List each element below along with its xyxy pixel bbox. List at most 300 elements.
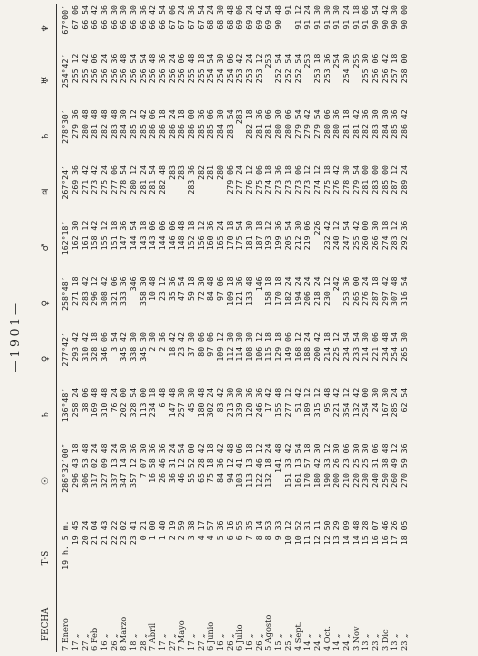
value-cell: 256 36 — [108, 53, 119, 84]
value-cell: 4 57 — [205, 520, 216, 541]
table-row — [168, 4, 178, 652]
value-cell: 6 16 — [224, 520, 235, 541]
value-cell: 3 38 — [186, 520, 197, 541]
value-cell: 256 48 — [147, 53, 158, 84]
value-cell: 214 18 — [321, 332, 332, 362]
value-cell: 113 13 18 — [244, 443, 255, 488]
value-cell: 253 24 — [244, 53, 255, 84]
value-cell: 144 06 — [157, 220, 168, 251]
value-cell: 285 00 — [379, 165, 390, 195]
value-cell: 280 06 — [321, 109, 332, 139]
value-cell: 147 36 — [118, 220, 129, 251]
value-cell: 109 18 — [224, 276, 235, 306]
value-cell: 149 06 — [282, 332, 293, 362]
value-cell: 277 24 — [234, 165, 245, 195]
date-cell: 27 „ — [195, 633, 206, 651]
value-cell: 287 12 — [389, 165, 400, 195]
value-cell: 95 48 — [321, 387, 332, 413]
value-cell: 274 18 — [263, 165, 274, 195]
value-cell: 271 42 — [79, 165, 90, 195]
value-cell: 66 30 — [128, 5, 139, 30]
value-cell: 296 43 18 — [70, 443, 81, 488]
value-cell: 16 58 36 — [147, 443, 158, 483]
value-cell: 280 36 — [331, 109, 342, 139]
value-cell: 156 12 — [195, 220, 206, 251]
value-cell: 286 18 — [157, 109, 168, 139]
value-cell: 66 42 — [89, 5, 100, 30]
value-cell: 199 36 — [273, 220, 284, 251]
value-cell: 315 12 — [311, 387, 322, 418]
value-cell: 213 30 — [224, 387, 235, 418]
value-cell: 283 48 — [108, 109, 119, 139]
value-cell: 167 30 — [379, 387, 390, 418]
value-cell: 141 48 — [273, 443, 284, 474]
value-cell: 277 12 — [282, 387, 293, 418]
value-cell: 285 36 — [389, 109, 400, 139]
table-row — [381, 4, 391, 652]
col-header-fecha: FECHA — [36, 597, 57, 652]
value-cell: 275 06 — [253, 165, 264, 195]
table-row — [226, 4, 236, 652]
table-row — [294, 4, 304, 652]
value-cell: 151 33 42 — [282, 443, 293, 488]
value-cell: 276 24 — [360, 276, 371, 306]
value-cell: 91 24 — [340, 5, 351, 30]
table-row — [139, 4, 149, 652]
date-cell: 14 „ — [331, 633, 342, 651]
table-row — [245, 4, 255, 652]
value-cell: 230 12 — [321, 276, 332, 306]
table-row — [129, 4, 139, 652]
value-cell: 66 36 — [99, 5, 110, 30]
value-cell: 327 09 48 — [99, 443, 110, 488]
table-row — [57, 4, 71, 652]
value-cell: 255 42 — [350, 220, 361, 251]
table-row — [206, 4, 216, 652]
value-cell: 16 07 — [369, 520, 380, 546]
value-cell: 254 — [331, 53, 342, 69]
date-cell: 23 „ — [369, 633, 380, 651]
date-cell: 4 Oct. — [321, 625, 332, 651]
table-row — [148, 4, 158, 652]
col-header-mars-symbol: ♂ — [36, 220, 57, 276]
value-cell: 162 30 — [70, 220, 81, 251]
value-cell: 51 42 — [292, 387, 303, 413]
value-cell: 257 30 — [176, 387, 187, 418]
value-cell: 247 54 — [340, 220, 351, 251]
table-row — [187, 4, 197, 652]
value-cell: 338 30 — [128, 332, 139, 362]
value-cell: 339 30 — [234, 387, 245, 418]
col-header-jupiter-symbol: ♃ — [36, 164, 57, 220]
value-cell: 14 48 — [350, 520, 361, 546]
value-cell: 253 36 — [321, 53, 332, 84]
value-cell: 230 25 30 — [360, 443, 371, 488]
value-cell: 69 54 — [263, 5, 274, 30]
value-cell: 66 42 — [147, 5, 158, 30]
table-row — [197, 4, 207, 652]
value-cell: 273 06 — [292, 165, 303, 195]
value-cell: 273 12 — [302, 165, 313, 195]
value-cell: 17 42 — [263, 387, 274, 413]
value-cell: 155 48 — [273, 387, 284, 418]
value-cell: 281 48 — [89, 109, 100, 139]
value-cell: 302 24 — [205, 387, 216, 418]
value-cell: 55 52 00 — [186, 443, 197, 483]
value-cell: 9 33 — [273, 520, 284, 541]
table-row — [371, 4, 381, 652]
value-cell: 194 24 — [292, 276, 303, 306]
value-cell: 253 36 — [340, 276, 351, 306]
date-cell: 23 „ — [398, 633, 409, 651]
value-cell: 273 36 — [273, 165, 284, 195]
value-cell: 266 30 — [369, 220, 380, 251]
date-cell: 26 „ — [253, 633, 264, 651]
date-cell: 14 „ — [302, 633, 313, 651]
value-cell: 65 28 42 — [195, 443, 206, 483]
value-cell: 280 — [215, 165, 226, 180]
value-cell: 67 54 — [195, 5, 206, 30]
value-cell: 256 24 — [99, 53, 110, 84]
value-cell: 148 48 — [176, 220, 187, 251]
date-cell: 4 Sept. — [292, 621, 303, 651]
table-row — [323, 4, 333, 652]
value-cell: 91 24 — [302, 5, 313, 30]
value-cell: 281 42 — [350, 109, 361, 139]
value-cell: 152 18 — [186, 220, 197, 251]
value-cell: 18 42 — [166, 332, 177, 357]
value-cell: 35 36 — [166, 276, 177, 302]
value-cell: 273 18 — [282, 165, 293, 195]
value-cell: 90 00 — [398, 5, 409, 30]
value-cell: 286 06 — [147, 109, 158, 139]
value-cell: 282 — [195, 165, 206, 180]
table-row — [235, 4, 245, 652]
value-cell: 47 54 — [176, 276, 187, 302]
value-cell: 122 46 12 — [253, 443, 264, 488]
value-cell: 91 06 — [360, 5, 371, 30]
value-cell: 0 21 — [137, 520, 148, 541]
value-cell: 280 12 — [128, 165, 139, 195]
value-cell: 278 30 — [340, 165, 351, 195]
value-cell: 11 31 — [302, 520, 313, 546]
value-cell: 12 11 — [311, 520, 322, 546]
value-cell: 346 — [128, 276, 139, 292]
value-cell: 147 48 — [166, 387, 177, 418]
value-cell: 297 42 — [379, 276, 390, 306]
value-cell: 358 30 — [137, 276, 148, 306]
value-cell: 21 04 — [89, 520, 100, 546]
date-cell: 13 „ — [360, 633, 371, 651]
table-row — [390, 4, 400, 652]
value-cell: 283 30 — [369, 109, 380, 139]
value-cell: 276 12 — [244, 165, 255, 195]
value-cell: 218 24 — [311, 276, 322, 306]
value-cell: 2 30 — [147, 332, 158, 352]
value-cell: 253 — [302, 53, 313, 69]
value-cell: 161 13 54 — [292, 443, 303, 488]
value-cell: 69 24 — [244, 5, 255, 30]
value-cell: 37 30 — [186, 332, 197, 357]
value-cell: 220 25 30 — [350, 443, 361, 488]
value-cell: 66 54 — [157, 5, 168, 30]
value-cell: 279 54 — [350, 165, 361, 195]
value-cell: 333 36 — [118, 276, 129, 306]
value-cell: 286 18 — [176, 109, 187, 139]
value-cell: 255 12 — [70, 53, 81, 84]
value-cell: 310 42 — [79, 332, 90, 362]
value-cell: 234 54 — [340, 332, 351, 362]
value-cell: 189 12 — [302, 387, 313, 418]
value-cell: 317 02 24 — [89, 443, 100, 488]
table-row — [264, 4, 274, 652]
value-cell: 271 18 — [70, 276, 81, 306]
value-cell: 283 54 — [224, 109, 235, 139]
value-cell: 328 18 — [89, 332, 100, 362]
value-cell: 284 30 — [379, 109, 390, 139]
col-header-moon-symbol: ♄ — [36, 387, 57, 443]
value-cell: 283 42 — [79, 276, 90, 306]
value-cell: 256 06 — [89, 53, 100, 84]
table-row — [342, 4, 352, 652]
value-cell: 281 24 — [137, 165, 148, 195]
value-cell: 275 18 — [321, 165, 332, 195]
value-cell: 286 24 — [166, 109, 177, 139]
value-cell: 162°18′ — [60, 220, 71, 256]
value-cell: 256 36 — [157, 53, 168, 84]
value-cell: 254°42′ — [60, 53, 71, 89]
value-cell: 254 00 — [360, 387, 371, 418]
table-row — [313, 4, 323, 652]
value-cell: 10 48 — [147, 276, 158, 302]
value-cell: 6 55 — [234, 520, 245, 541]
value-cell: 170 18 — [273, 276, 284, 306]
value-cell: 160 36 — [205, 220, 216, 251]
value-cell: 212 30 — [292, 220, 303, 251]
value-cell: 221 42 — [331, 387, 342, 418]
value-cell: 284 30 — [215, 109, 226, 139]
value-cell: 281 00 — [360, 165, 371, 195]
value-cell: 23 41 — [128, 520, 139, 546]
date-cell: 8 Marzo — [118, 616, 129, 651]
value-cell: 283 — [166, 165, 177, 180]
value-cell: 106 12 — [253, 332, 264, 362]
table-row — [274, 4, 284, 652]
value-cell: 91 30 — [331, 5, 342, 30]
value-cell: 182 24 — [282, 276, 293, 306]
table-row — [216, 4, 226, 652]
value-cell: 187 18 — [253, 220, 264, 251]
value-cell: 180 42 30 — [311, 443, 322, 488]
value-cell: 306 53 48 — [79, 443, 90, 488]
value-cell: 226 — [311, 220, 322, 236]
value-cell: 7 35 — [244, 520, 255, 541]
value-cell: 7 07 30 — [137, 443, 148, 478]
value-cell: 108 30 — [244, 332, 255, 362]
value-cell: 345 30 — [137, 332, 148, 362]
value-cell: 113 00 — [137, 387, 148, 418]
value-cell: 270 59 36 — [398, 443, 409, 488]
value-cell: 225 12 — [331, 332, 342, 362]
value-cell: 193 12 — [263, 220, 274, 251]
value-cell: 296 12 — [89, 276, 100, 306]
date-cell: 16 „ — [244, 633, 255, 651]
value-cell: 279 06 — [224, 165, 235, 195]
table-row — [255, 4, 265, 652]
value-cell: 91 12 — [292, 5, 303, 30]
value-cell: 280 30 — [273, 109, 284, 139]
table-row — [284, 4, 294, 652]
value-cell: 144 54 — [128, 220, 139, 251]
value-cell: 146 06 — [166, 220, 177, 251]
value-cell: 67 06 — [70, 5, 81, 30]
value-cell: 12 50 — [321, 520, 332, 546]
value-cell: 66 30 — [118, 5, 129, 30]
value-cell: 253 — [263, 53, 274, 69]
value-cell: 72 30 — [195, 276, 206, 302]
value-cell: 91 — [282, 5, 293, 15]
value-cell: 277°42′ — [60, 332, 71, 367]
value-cell: 281 54 — [147, 165, 158, 195]
value-cell: 38 06 — [79, 387, 90, 413]
value-cell: 66 36 — [137, 5, 148, 30]
value-cell: 308 42 — [99, 276, 110, 306]
value-cell: 170 57 18 — [302, 443, 313, 488]
value-cell: 8 14 — [253, 520, 264, 541]
table-row — [71, 4, 81, 652]
value-cell: 90 54 — [369, 5, 380, 30]
value-cell: 146 — [253, 276, 264, 292]
value-cell: 158 42 — [89, 220, 100, 251]
value-cell: 232 42 — [321, 220, 332, 251]
rotated-table-frame — [36, 4, 472, 652]
value-cell: 282 48 — [157, 165, 168, 195]
value-cell: 180 48 — [195, 387, 206, 418]
value-cell: 279 36 — [70, 109, 81, 139]
value-cell: 46 12 54 — [176, 443, 187, 483]
value-cell: 279 54 — [292, 109, 303, 139]
value-cell: 252 54 — [292, 53, 303, 84]
value-cell: 285 24 — [389, 387, 400, 418]
table-row — [352, 4, 362, 652]
table-row — [177, 4, 187, 652]
value-cell: 91 18 — [350, 5, 361, 30]
value-cell: 18 05 — [398, 520, 409, 546]
value-cell: 161 12 — [79, 220, 90, 251]
value-cell: 169 48 — [89, 387, 100, 418]
value-cell: 26 46 36 — [157, 443, 168, 483]
value-cell: 345 42 — [118, 332, 129, 362]
date-cell: 24 „ — [340, 633, 351, 651]
value-cell: 289 24 — [398, 165, 409, 195]
value-cell: 278°30′ — [60, 109, 71, 144]
value-cell: 2 19 — [166, 520, 177, 541]
value-cell: 115 18 — [263, 332, 274, 362]
value-cell: 6 48 — [157, 387, 168, 408]
value-cell: 84 36 42 — [215, 443, 226, 483]
col-header-uranus-symbol: ♅ — [36, 53, 57, 109]
value-cell: 275 24 — [99, 165, 110, 195]
value-cell: 1 40 — [157, 520, 168, 541]
date-cell: 17 „ — [157, 633, 168, 651]
value-cell: 66 30 — [108, 5, 119, 30]
value-cell: 253 18 — [311, 53, 322, 84]
date-cell: 18 „ — [128, 633, 139, 651]
value-cell: 109 12 — [215, 332, 226, 362]
value-cell: 10 12 — [282, 520, 293, 546]
value-cell: 91 30 — [321, 5, 332, 30]
value-cell: 284 30 — [118, 109, 129, 139]
table-row — [100, 4, 110, 652]
col-header-mercury-symbol: ♀ — [36, 331, 57, 387]
value-cell: 165 24 — [215, 220, 226, 251]
col-header-venus-symbol: ♀ — [36, 275, 57, 331]
value-cell: 132 42 — [350, 387, 361, 418]
value-cell: 91 30 — [311, 5, 322, 30]
value-cell: 254 30 — [215, 53, 226, 84]
date-cell: 26 „ — [224, 633, 235, 651]
value-cell: 286°32′00″ — [60, 443, 71, 493]
value-cell: 170 18 — [224, 220, 235, 251]
col-header-saturn-symbol: ♄ — [36, 108, 57, 164]
value-cell: 279 54 — [311, 109, 322, 139]
col-header-sun-symbol: ☉ — [36, 442, 57, 519]
value-cell: 94 12 48 — [224, 443, 235, 483]
date-cell: 17 „ — [186, 633, 197, 651]
value-cell: 254 06 — [224, 53, 235, 84]
table-row — [332, 4, 342, 652]
table-row — [303, 4, 313, 652]
date-cell: 6 Feb — [89, 627, 100, 651]
value-cell: 280 48 — [79, 109, 90, 139]
value-cell: 84 48 — [205, 276, 216, 302]
value-cell: 80 06 — [195, 332, 206, 357]
value-cell: 120 36 — [244, 387, 255, 418]
value-cell: 67°00′ — [60, 5, 71, 35]
ephemeris-table — [36, 4, 410, 652]
value-cell: 256 42 — [379, 53, 390, 84]
value-cell: 151 18 — [108, 220, 119, 251]
value-cell: 347 14 30 — [118, 443, 129, 488]
value-cell: 15 28 — [360, 520, 371, 546]
value-cell: 258 24 — [70, 387, 81, 418]
value-cell: 242 — [331, 276, 342, 292]
value-cell: 279 42 — [302, 109, 313, 139]
value-cell: 1 00 — [147, 520, 158, 541]
value-cell: 155 12 — [99, 220, 110, 251]
value-cell: 310 48 — [99, 387, 110, 418]
date-cell: 27 „ — [79, 633, 90, 651]
value-cell: 97 06 — [215, 276, 226, 302]
table-row — [110, 4, 120, 652]
value-cell: 45 30 — [186, 387, 197, 413]
value-cell: 256 06 — [176, 53, 187, 84]
date-cell: 3 Dic — [379, 629, 390, 651]
value-cell: 283 — [176, 165, 187, 180]
value-cell: 59 18 — [186, 276, 197, 302]
value-cell: 97 06 — [205, 332, 216, 357]
value-cell: 354 12 — [340, 387, 351, 418]
date-cell: 5 Agosto — [263, 614, 274, 651]
value-cell: 260 00 — [360, 220, 371, 251]
value-cell: 67 24 — [176, 5, 187, 30]
date-cell: 13 „ — [389, 633, 400, 651]
value-cell: 274 12 — [311, 165, 322, 195]
date-cell: 28 „ — [137, 633, 148, 651]
value-cell: 256 54 — [128, 53, 139, 84]
value-cell: 255 30 — [360, 53, 371, 84]
value-cell: 23 02 — [118, 520, 129, 546]
